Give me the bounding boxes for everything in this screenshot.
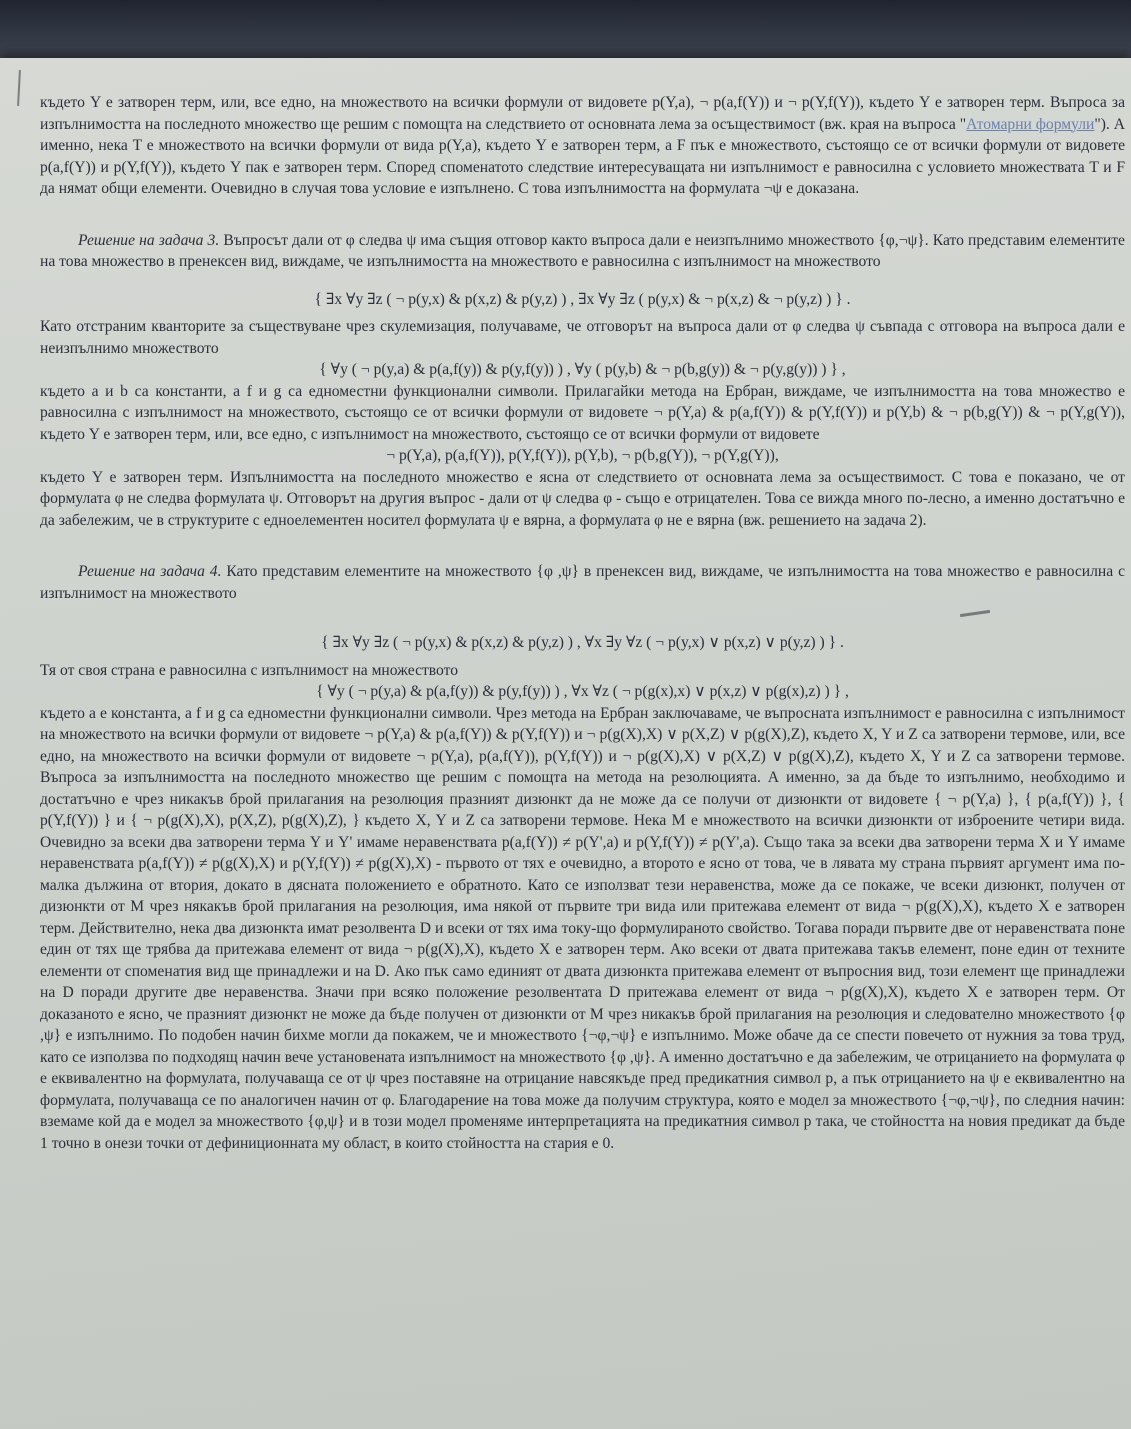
document-body: [40, 92, 1125, 1154]
task3-herbrand-text: където a и b са константи, а f и g са едноместни функционални символи. Прилагайки метода на Ербран, виждаме, че изпълнимостта на това множество е равносилна с изпълнимост на множеството, състоящо се от всички формули от видовете ¬ p(Y,a) & p(a,f(Y)) & p(Y,f(Y)) и p(Y,b) & ¬ p(b,g(Y)) & ¬ p(Y,g(Y)), където Y е затворен терм, или, все едно, с изпълнимост на множеството, състоящо се от всички формули от видовете: [40, 382, 1125, 443]
task4-paragraph: Решение на задача 4. Като представим елементите на множеството {φ ,ψ} в пренексен вид, виждаме, че изпълнимостта на това множество е равносилна с изпълнимост на множеството: [40, 563, 1125, 602]
task3-formula-skolem: { ∀y ( ¬ p(y,a) & p(a,f(y)) & p(y,f(y)) ) , ∀y ( p(y,b) & ¬ p(b,g(y)) & ¬ p(y,g(y)) ) } ,: [319, 361, 846, 378]
paragraph-continuation: където Y е затворен терм, или, все едно, на множеството на всички формули от видовете p(Y,a), ¬ p(a,f(Y)) и ¬ p(Y,f(Y)), където Y е затворен терм. Въпроса за изпълнимостта на последното множество ще решим с помощта на следствието от основната лема за осъществимост (вж. края на въпроса "Атомарни формули"). А именно, нека T е множеството на всички формули от вида p(Y,a), където Y е затворен терм, а F пък е множеството, състоящо се от всички формули от видовете p(a,f(Y)) и p(Y,f(Y)), където Y пак е затворен терм. Според споменатото следствие интересуващата ни изпълнимост е равносилна с условието множествата T и F да нямат общи елементи. Очевидно в случая това условие е изпълнено. С това изпълнимостта на формулата ¬ψ е доказана.: [40, 94, 1126, 197]
task3-paragraph: Решение на задача 3. Въпросът дали от φ следва ψ има същия отговор както въпроса дали е неизпълнимо множеството {φ,¬ψ}. Като представим елементите на това множество в пренексен вид, виждаме, че изпълнимостта на множеството е равносилна с изпълнимост на множеството: [40, 231, 1125, 270]
link-atomic-formulas[interactable]: Атомарни формули: [966, 115, 1095, 133]
task3-conclusion: където Y е затворен терм. Изпълнимостта на последното множество е ясна от следствието от основната лема за осъществимост. С това е показано, че от формулата φ не следва формулата ψ. Отговорът на другия въпрос - дали от ψ следва φ - също е отрицателен. Това се вижда много по-лесно, а именно достатъчно е да забележим, че в структурите с едноелементен носител формулата ψ е вярна, а формулата φ не е вярна (вж. решението на задача 2).: [40, 468, 1125, 529]
task4-formula-skolem: { ∀y ( ¬ p(y,a) & p(a,f(y)) & p(y,f(y)) ) , ∀x ∀z ( ¬ p(g(x),x) ∨ p(x,z) ∨ p(g(x),z) ) } ,: [316, 683, 849, 700]
task3-heading: Решение на задача 3.: [78, 231, 220, 249]
task3-skolem-text: Като отстраним кванторите за съществуване чрез скулемизация, получаваме, че отговорът на въпроса дали от φ следва ψ съвпада с отговора на въпроса дали е неизпълнимо множеството: [40, 318, 1125, 357]
task3-formula-literals: ¬ p(Y,a), p(a,f(Y)), p(Y,f(Y)), p(Y,b), ¬ p(b,g(Y)), ¬ p(Y,g(Y)),: [386, 447, 779, 464]
task4-heading: Решение на задача 4.: [78, 563, 222, 580]
task3-formula-prenex: { ∃x ∀y ∃z ( ¬ p(y,x) & p(x,z) & p(y,z) ) , ∃x ∀y ∃z ( p(y,x) & ¬ p(x,z) & ¬ p(y,z) ) } .: [314, 290, 851, 308]
task4-formula-prenex: { ∃x ∀y ∃z ( ¬ p(y,x) & p(x,z) & p(y,z) ) , ∀x ∃y ∀z ( ¬ p(y,x) ∨ p(x,z) ∨ p(y,z) ) } .: [321, 634, 844, 651]
task4-equivalence-text: Тя от своя страна е равносилна с изпълнимост на множеството: [40, 661, 459, 679]
task4-resolution-text: където a е константа, а f и g са едноместни функционални символи. Чрез метода на Ербран заключаваме, че въпросната изпълнимост е равносилна с изпълнимост на множеството на всички формули от видовете ¬ p(Y,a) & p(a,f(Y)) & p(Y,f(Y)) и ¬ p(g(X),X) ∨ p(X,Z) ∨ p(g(X),Z), където X, Y и Z са затворени термове, или, все едно, на множеството на всички формули от видовете ¬ p(Y,a), p(a,f(Y)), p(Y,f(Y)) и ¬ p(g(X),X) ∨ p(X,Z) ∨ p(g(X),Z), където X, Y и Z са затворени термове. Въпроса за изпълнимостта на последното множество ще решим с помощта на метода на резолюцията. А именно, за да бъде то изпълнимо, необходимо и достатъчно е чрез никакъв брой прилагания на резолюция празният дизюнкт да не може да се получи от дизюнкти от видовете { ¬ p(Y,a) }, { p(a,f(Y)) }, { p(Y,f(Y)) } и { ¬ p(g(X),X), p(X,Z), p(g(X),Z), } където X, Y и Z са затворени термове. Нека M е множеството на всички дизюнкти от изброените четири вида. Очевидно за всеки два затворени терма Y и Y' имаме неравенствата p(a,f(Y)) ≠ p(Y',a) и p(Y,f(Y)) ≠ p(Y',a). Също така за всеки два затворени терма X и Y имаме неравенствата p(a,f(Y)) ≠ p(g(X),X) и p(Y,f(Y)) ≠ p(g(X),X) - първото от тях е очевидно, а второто е ясно от това, че в лявата му страна първият аргумент има по-малка дължина от втория, докато в дясната положението е обратното. Като се използват тези неравенства, може да се покаже, че всеки дизюнкт, получен от дизюнкти от M чрез някакъв брой прилагания на резолюция, има някой от първите три вида или притежава елемент от вида ¬ p(g(X),X), където X е затворен терм. Действително, нека два дизюнкта имат резолвента D и всеки от тях има току-що формулираното свойство. Тогава поради първите две от неравенствата поне един от тях ще трябва да притежава елемент от вида ¬ p(g(X),X), където X е затворен терм. Ако всеки от двата притежава такъв елемент, поне един от техните елементи от споменатия вид ще принадлежи и на D. Ако пък само единият от двата дизюнкта притежава елемент от въпросния вид, този елемент ще принадлежи на D поради другите две неравенства. Значи при всяко положение резолвентата D притежава елемент от вида ¬ p(g(X),X), където X е затворен терм. От доказаното е ясно, че празният дизюнкт не може да бъде получен от дизюнкти от M чрез никакъв брой прилагания на резолюция и следователно множеството {φ ,ψ} е изпълнимо. По подобен начин бихме могли да покажем, че и множеството {¬φ,¬ψ} е изпълнимо. Може обаче да се спести повечето от нужния за това труд, като се използва по подходящ начин вече установената изпълнимост на множеството {φ ,ψ}. А именно достатъчно е да забележим, че отрицанието на формулата φ е еквивалентно на формулата, получаваща се от ψ чрез поставяне на отрицание навсякъде пред предикатния символ p, а пък отрицанието на ψ е еквивалентно на формулата, получаваща се по аналогичен начин от φ. Благодарение на това може да получим структура, която е модел за множеството {¬φ,¬ψ}, по следния начин: вземаме кой да е модел за множеството {φ,ψ} и в този модел променяме интерпретацията на предикатния символ p така, че стойността на новия предикат да бъде 1 точно в онези точки от дефиниционната му област, в които стойността на стария е 0.: [40, 704, 1125, 1152]
